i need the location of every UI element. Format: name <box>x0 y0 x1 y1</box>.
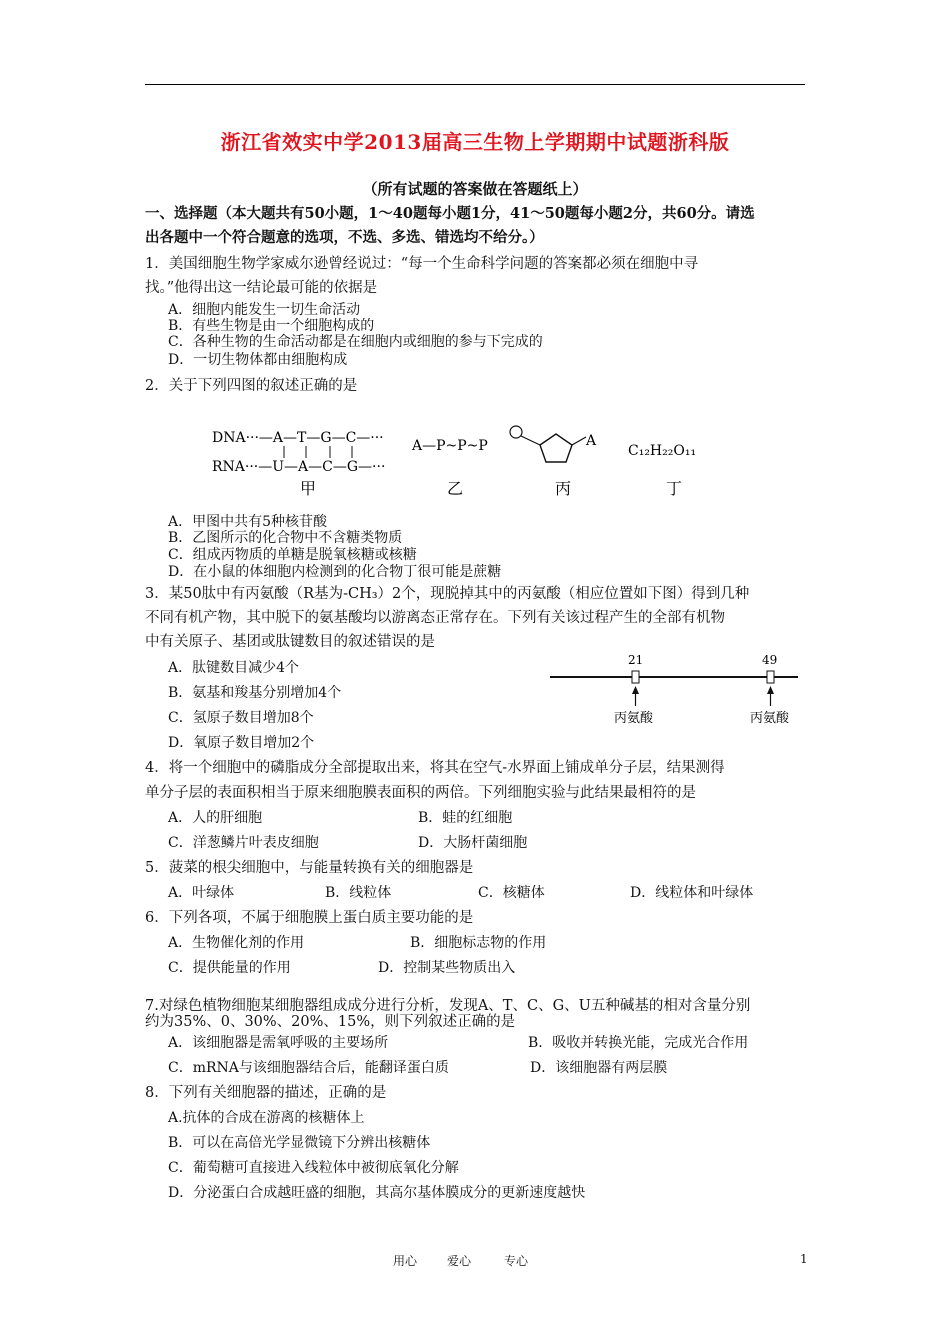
q3-figure-svg <box>548 648 803 730</box>
q3-stem-line2: 不同有机产物，其中脱下的氨基酸均以游离态正常存在。下列有关该过程产生的全部有机物 <box>145 610 725 626</box>
q8-option-d: D．分泌蛋白合成越旺盛的细胞，其高尔基体膜成分的更新速度越快 <box>168 1185 586 1201</box>
figure-label-bing: 丙 <box>555 479 572 498</box>
q6-option-d: D．控制某些物质出入 <box>378 960 516 976</box>
q4-option-a: A．人的肝细胞 <box>168 810 263 826</box>
atp-structure: A—P~P~P <box>412 438 488 454</box>
q2-option-c: C．组成丙物质的单糖是脱氧核糖或核糖 <box>168 547 417 563</box>
q2-stem: 2．关于下列四图的叙述正确的是 <box>145 378 358 394</box>
footer-motto-3: 专心 <box>504 1254 529 1268</box>
answer-note: （所有试题的答案做在答题纸上） <box>362 180 588 198</box>
q7-option-a: A．该细胞器是需氧呼吸的主要场所 <box>168 1035 389 1051</box>
q6-option-b: B．细胞标志物的作用 <box>410 935 547 951</box>
q4-option-c: C．洋葱鳞片叶表皮细胞 <box>168 835 319 851</box>
q7-stem-line1: 7.对绿色植物细胞某细胞器组成成分进行分析，发现A、T、C、G、U五种碱基的相对含量分别 <box>145 998 751 1014</box>
q3-stem-line3: 中有关原子、基团或肽键数目的叙述错误的是 <box>145 634 435 650</box>
pentose-ring <box>540 434 572 462</box>
q8-stem: 8．下列有关细胞器的描述，正确的是 <box>145 1085 387 1101</box>
base-label: A <box>586 433 597 449</box>
footer-motto-2: 爱心 <box>447 1254 472 1268</box>
q3-option-a: A．肽键数目减少4个 <box>168 660 300 676</box>
q5-option-b: B．线粒体 <box>325 885 392 901</box>
alanine-label-1: 丙氨酸 <box>614 711 654 726</box>
q4-stem-line1: 4．将一个细胞中的磷脂成分全部提取出来，将其在空气-水界面上铺成单分子层，结果测得 <box>145 760 725 776</box>
section-heading-line1: 一、选择题（本大题共有50小题，1～40题每小题1分，41～50题每小题2分，共60分。请选 <box>145 205 755 222</box>
q8-option-c: C．葡萄糖可直接进入线粒体中被彻底氧化分解 <box>168 1160 459 1176</box>
q1-option-d: D．一切生物体都由细胞构成 <box>168 352 348 368</box>
q4-option-b: B．蛙的红细胞 <box>418 810 513 826</box>
rna-strand: RNA···—U—A—C—G—··· <box>212 459 386 475</box>
sugar-formula: C₁₂H₂₂O₁₁ <box>628 443 697 459</box>
q3-figure <box>548 648 803 730</box>
q1-option-b: B．有些生物是由一个细胞构成的 <box>168 318 375 334</box>
alanine-marker-2 <box>767 671 774 683</box>
page-title: 浙江省效实中学2013届高三生物上学期期中试题浙科版 <box>220 130 730 154</box>
page-number: 1 <box>800 1252 808 1266</box>
q7-option-b: B．吸收并转换光能，完成光合作用 <box>528 1035 749 1051</box>
phosphate-link <box>521 436 540 445</box>
header-rule <box>145 84 805 85</box>
q2-figure <box>210 420 710 505</box>
figure-label-jia: 甲 <box>300 479 317 498</box>
alanine-marker-1 <box>632 671 639 683</box>
q4-option-d: D．大肠杆菌细胞 <box>418 835 528 851</box>
q8-option-a: A.抗体的合成在游离的核糖体上 <box>168 1110 365 1126</box>
q6-stem: 6．下列各项，不属于细胞膜上蛋白质主要功能的是 <box>145 910 474 926</box>
section-heading-line2: 出各题中一个符合题意的选项，不选、多选、错选均不给分。） <box>145 229 544 246</box>
arrow-head-1 <box>632 686 639 694</box>
q4-stem-line2: 单分子层的表面积相当于原来细胞膜表面积的两倍。下列细胞实验与此结果最相符的是 <box>145 785 696 801</box>
alanine-position-49: 49 <box>762 653 778 667</box>
alanine-position-21: 21 <box>628 653 644 667</box>
q1-stem-line2: 找。”他得出这一结论最可能的依据是 <box>145 280 378 296</box>
dna-strand: DNA···—A—T—G—C—··· <box>212 430 384 446</box>
q6-option-c: C．提供能量的作用 <box>168 960 291 976</box>
q3-option-d: D．氧原子数目增加2个 <box>168 735 315 751</box>
q5-option-c: C．核糖体 <box>478 885 545 901</box>
q2-option-a: A．甲图中共有5种核苷酸 <box>168 514 328 530</box>
q5-stem: 5．菠菜的根尖细胞中，与能量转换有关的细胞器是 <box>145 860 474 876</box>
q7-option-d: D．该细胞器有两层膜 <box>530 1060 668 1076</box>
q1-stem-line1: 1．美国细胞生物学家威尔逊曾经说过：“每一个生命科学问题的答案都必须在细胞中寻 <box>145 256 699 272</box>
q5-option-d: D．线粒体和叶绿体 <box>630 885 754 901</box>
q3-option-b: B．氨基和羧基分别增加4个 <box>168 685 342 701</box>
q3-stem-line1: 3．某50肽中有丙氨酸（R基为-CH₃）2个，现脱掉其中的丙氨酸（相应位置如下图）得到几种 <box>145 586 750 602</box>
q5-option-a: A．叶绿体 <box>168 885 235 901</box>
q6-option-a: A．生物催化剂的作用 <box>168 935 305 951</box>
q2-option-d: D．在小鼠的体细胞内检测到的化合物丁很可能是蔗糖 <box>168 564 502 580</box>
arrow-head-2 <box>767 686 774 694</box>
figure-label-yi: 乙 <box>447 479 464 498</box>
q2-option-b: B．乙图所示的化合物中不含糖类物质 <box>168 530 403 546</box>
q7-option-c: C．mRNA与该细胞器结合后，能翻译蛋白质 <box>168 1060 449 1076</box>
footer-motto-1: 用心 <box>393 1254 418 1268</box>
q1-option-a: A．细胞内能发生一切生命活动 <box>168 302 361 318</box>
phosphate-circle <box>510 426 522 438</box>
figure-label-ding: 丁 <box>666 479 683 498</box>
base-link <box>572 437 586 445</box>
q7-stem-line2: 约为35%、0、30%、20%、15%，则下列叙述正确的是 <box>145 1014 516 1030</box>
q2-figure-svg <box>210 420 710 505</box>
q8-option-b: B．可以在高倍光学显微镜下分辨出核糖体 <box>168 1135 431 1151</box>
alanine-label-2: 丙氨酸 <box>750 711 790 726</box>
q1-option-c: C．各种生物的生命活动都是在细胞内或细胞的参与下完成的 <box>168 334 543 350</box>
q3-option-c: C．氢原子数目增加8个 <box>168 710 314 726</box>
